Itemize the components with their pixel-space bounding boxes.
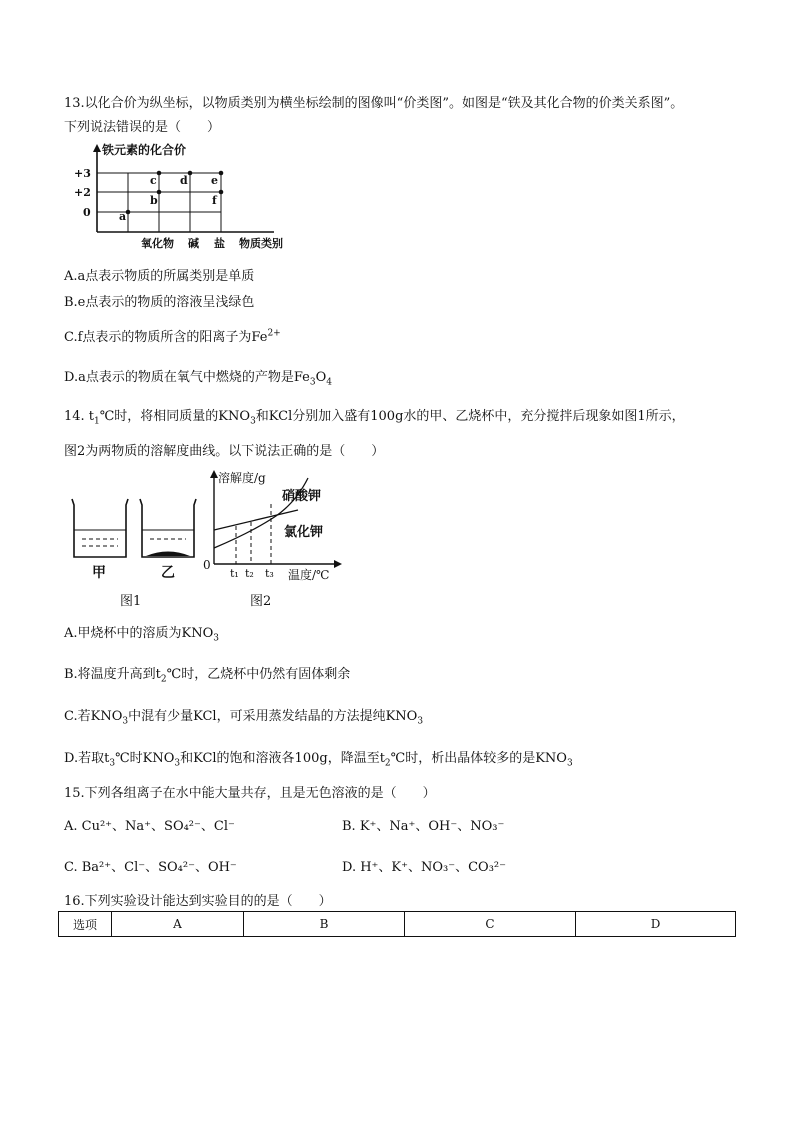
q13-stem-line1: 13.以化合价为纵坐标，以物质类别为横坐标绘制的图像叫“价类图”。如图是“铁及其化合物的价类关系图”。: [64, 96, 684, 111]
q16-stem: 16.下列实验设计能达到实验目的的是（ ）: [64, 894, 332, 909]
q13-option-b: B.e点表示的物质的溶液呈浅绿色: [64, 295, 255, 310]
beaker-jia-label: 甲: [92, 565, 106, 581]
point-label-b: b: [150, 194, 158, 207]
ytick-zero: 0: [83, 206, 91, 219]
table-header-b: B: [244, 912, 405, 937]
chart-ylabel: 铁元素的化合价: [102, 143, 187, 157]
xlabel-category: 物质类别: [239, 237, 283, 250]
figure2-xlabel: 温度/℃: [288, 568, 330, 582]
table-header-c: C: [405, 912, 576, 937]
point-label-f: f: [212, 194, 217, 207]
curve-label-kcl: 氯化钾: [284, 525, 324, 540]
point-label-e: e: [211, 174, 218, 187]
xlabel-oxide: 氧化物: [141, 237, 174, 250]
figure2-origin: 0: [203, 558, 211, 572]
q13-option-d: D.a点表示的物质在氧气中燃烧的产物是$Fe_3O_4$: [64, 370, 332, 388]
xlabel-salt: 盐: [214, 237, 225, 250]
q14-stem-line1: 14. $t_1℃$时，将相同质量的$KNO_3$和KCl分别加入盛有100g水的甲、乙烧杯中，充分搅拌后现象如图1所示，: [64, 409, 685, 427]
q14-option-c: C.若$KNO_3$中混有少量KCl，可采用蒸发结晶的方法提纯$KNO_3$: [64, 709, 424, 727]
q13-stem-line2: 下列说法错误的是（ ）: [64, 120, 221, 135]
curve-label-kno3: 硝酸钾: [282, 489, 322, 504]
q15-option-d: D. H⁺、K⁺、NO₃⁻、CO₃²⁻: [342, 860, 506, 875]
figure2-solubility-curves: [200, 466, 350, 612]
q13-option-c: C.f点表示的物质所含的阳离子为$Fe^{2+}$: [64, 328, 281, 345]
point-label-a: a: [119, 210, 127, 223]
ytick-plus2: +2: [74, 186, 91, 199]
figure1-caption: 图1: [120, 594, 142, 609]
table-header-option: 选项: [59, 912, 112, 937]
q14-option-a: A.甲烧杯中的溶质为$KNO_3$: [64, 626, 219, 644]
figure2-caption: 图2: [250, 594, 272, 609]
table-header-d: D: [576, 912, 736, 937]
table-row: [59, 912, 736, 937]
q15-option-b: B. K⁺、Na⁺、OH⁻、NO₃⁻: [342, 819, 505, 834]
tick-t3: t₃: [265, 567, 274, 580]
q13-option-a: A.a点表示物质的所属类别是单质: [64, 269, 255, 284]
xlabel-base: 碱: [188, 237, 199, 250]
q14-option-d: D.若取$t_3℃$时$KNO_3$和KCl的饱和溶液各100g，降温至$t_2℃$时，析出晶体较多的是$KNO_3$: [64, 751, 573, 769]
beaker-yi-label: 乙: [161, 565, 175, 581]
q14-option-b: B.将温度升高到$t_2℃$时，乙烧杯中仍然有固体剩余: [64, 667, 351, 685]
tick-t2: t₂: [245, 567, 254, 580]
tick-t1: t₁: [230, 567, 239, 580]
q15-stem: 15.下列各组离子在水中能大量共存，且是无色溶液的是（ ）: [64, 786, 436, 801]
q15-option-c: C. Ba²⁺、Cl⁻、SO₄²⁻、OH⁻: [64, 860, 237, 875]
valence-class-chart: [64, 140, 314, 252]
figure2-ylabel: 溶解度/g: [218, 471, 266, 485]
q14-stem-line2: 图2为两物质的溶解度曲线。以下说法正确的是（ ）: [64, 444, 385, 459]
ytick-plus3: +3: [74, 167, 91, 180]
q16-options-table: [58, 911, 736, 937]
point-label-d: d: [180, 174, 188, 187]
table-header-a: A: [112, 912, 244, 937]
point-label-c: c: [150, 174, 157, 187]
q15-option-a: A. Cu²⁺、Na⁺、SO₄²⁻、Cl⁻: [64, 819, 235, 834]
figure1-beakers: [66, 495, 206, 610]
